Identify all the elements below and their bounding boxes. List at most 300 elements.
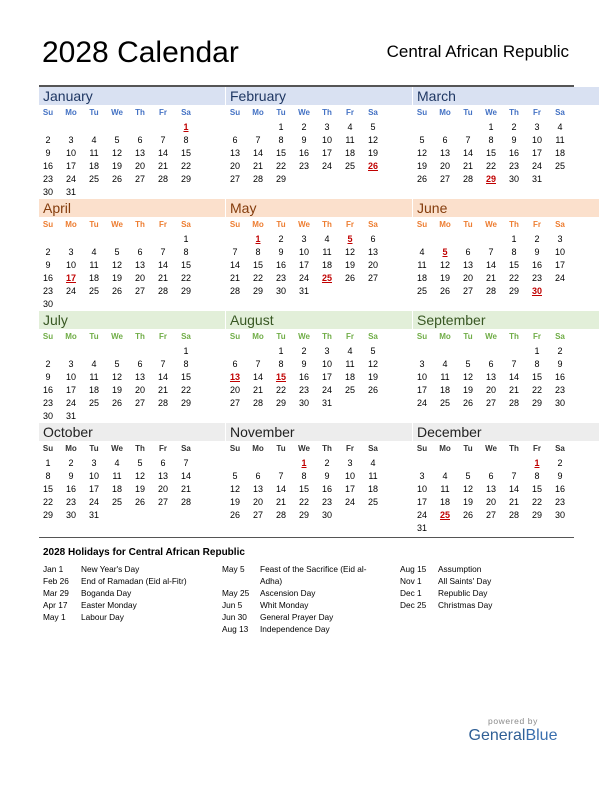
week-row xyxy=(226,160,412,173)
day-cell: 6 xyxy=(442,135,448,145)
weekday-label: We xyxy=(111,220,123,229)
day-cell: 11 xyxy=(89,372,99,382)
day-cell: 26 xyxy=(111,174,122,184)
day-cell: 27 xyxy=(462,286,473,296)
day-cell: 2 xyxy=(534,234,540,244)
day-cell: 8 xyxy=(183,359,189,369)
day-cell: 4 xyxy=(324,234,330,244)
day-cell: 10 xyxy=(65,372,76,382)
day-cell: 30 xyxy=(65,510,76,520)
weekday-label: Fr xyxy=(159,444,167,453)
day-cell: 29 xyxy=(180,286,191,296)
day-cell: 11 xyxy=(555,135,565,145)
day-cell: 15 xyxy=(252,260,263,270)
day-cell: 29 xyxy=(180,174,191,184)
day-cell: 15 xyxy=(531,484,542,494)
day-cell: 19 xyxy=(462,497,473,507)
day-cell: 22 xyxy=(42,497,53,507)
day-cell: 7 xyxy=(160,359,166,369)
day-cell: 11 xyxy=(112,471,122,481)
weekday-label: Fr xyxy=(159,108,167,117)
day-cell: 12 xyxy=(462,372,473,382)
day-cell: 1 xyxy=(278,346,284,356)
day-cell: 18 xyxy=(439,497,450,507)
week-row xyxy=(413,384,599,397)
weekday-label: Su xyxy=(416,444,428,453)
day-cell: 13 xyxy=(134,372,145,382)
day-cell: 25 xyxy=(439,398,450,408)
day-cell: 6 xyxy=(137,359,143,369)
day-cell: 10 xyxy=(65,260,76,270)
day-cell: 30 xyxy=(42,299,53,309)
day-cell: 26 xyxy=(111,398,122,408)
day-cell: 30 xyxy=(508,174,519,184)
weekday-label: Tu xyxy=(463,220,473,229)
day-cell: 15 xyxy=(485,148,496,158)
day-cell: 25 xyxy=(416,286,427,296)
weekday-label: Fr xyxy=(533,332,541,341)
day-cell: 6 xyxy=(370,234,376,244)
day-cell: 22 xyxy=(180,385,191,395)
day-cell: 8 xyxy=(278,359,284,369)
month-name: October xyxy=(39,423,225,441)
holiday-date: Jun 30 xyxy=(222,612,247,622)
week-row xyxy=(413,285,599,298)
week-row xyxy=(39,496,225,509)
day-cell: 17 xyxy=(65,161,76,171)
weekday-label: Su xyxy=(416,220,428,229)
day-cell: 31 xyxy=(65,187,76,197)
day-cell: 5 xyxy=(232,471,238,481)
day-cell: 19 xyxy=(134,484,145,494)
weekday-label: Sa xyxy=(555,220,565,229)
week-row xyxy=(413,358,599,371)
day-cell: 6 xyxy=(137,135,143,145)
week-row xyxy=(226,509,412,522)
day-cell: 1 xyxy=(488,122,494,132)
day-cell: 1 xyxy=(534,346,540,356)
day-cell: 14 xyxy=(180,471,191,481)
holiday-item xyxy=(400,575,570,587)
day-cell: 27 xyxy=(485,510,496,520)
day-cell: 11 xyxy=(440,484,450,494)
day-cell: 29 xyxy=(42,510,53,520)
day-cell: 19 xyxy=(439,273,450,283)
week-row xyxy=(226,285,412,298)
holiday-day: 25 xyxy=(321,273,332,283)
week-row xyxy=(39,259,225,272)
day-cell: 26 xyxy=(229,510,240,520)
weekday-label: Sa xyxy=(181,332,191,341)
holiday-day: 13 xyxy=(229,372,240,382)
month-july xyxy=(39,311,225,423)
month-april xyxy=(39,199,225,311)
holiday-column xyxy=(222,563,387,635)
day-cell: 12 xyxy=(229,484,240,494)
day-cell: 23 xyxy=(65,497,76,507)
day-cell: 18 xyxy=(111,484,122,494)
week-row xyxy=(39,483,225,496)
day-cell: 1 xyxy=(511,234,517,244)
weekday-label: Fr xyxy=(533,108,541,117)
week-row xyxy=(39,272,225,285)
day-cell: 17 xyxy=(531,148,542,158)
weekday-label: We xyxy=(298,332,310,341)
holiday-date: May 25 xyxy=(222,588,250,598)
day-cell: 20 xyxy=(134,273,145,283)
weekday-label: Tu xyxy=(276,444,286,453)
month-august xyxy=(226,311,412,410)
day-cell: 17 xyxy=(298,260,309,270)
day-cell: 15 xyxy=(275,148,286,158)
day-cell: 18 xyxy=(554,148,565,158)
day-cell: 29 xyxy=(275,398,286,408)
week-row xyxy=(39,246,225,259)
day-cell: 29 xyxy=(180,398,191,408)
day-cell: 7 xyxy=(232,247,238,257)
day-cell: 31 xyxy=(88,510,99,520)
day-cell: 20 xyxy=(229,161,240,171)
month-february xyxy=(226,87,412,186)
week-row xyxy=(413,246,599,259)
day-cell: 25 xyxy=(344,385,355,395)
weekday-header xyxy=(39,329,225,345)
day-cell: 5 xyxy=(370,122,376,132)
day-cell: 25 xyxy=(344,161,355,171)
day-cell: 21 xyxy=(252,385,263,395)
day-cell: 20 xyxy=(439,161,450,171)
brand-name: GeneralBlue xyxy=(468,727,558,744)
month-march xyxy=(413,87,599,186)
holiday-item xyxy=(400,587,570,599)
day-cell: 13 xyxy=(367,247,378,257)
day-cell: 22 xyxy=(275,385,286,395)
weekday-label: Sa xyxy=(368,332,378,341)
day-cell: 15 xyxy=(180,148,191,158)
calendar-grid xyxy=(39,85,574,538)
day-cell: 14 xyxy=(157,372,168,382)
day-cell: 31 xyxy=(321,398,332,408)
week-row xyxy=(413,160,599,173)
day-cell: 24 xyxy=(416,510,427,520)
day-cell: 8 xyxy=(534,471,540,481)
day-cell: 16 xyxy=(298,148,309,158)
day-cell: 4 xyxy=(442,471,448,481)
day-cell: 5 xyxy=(114,135,120,145)
weekday-label: We xyxy=(298,220,310,229)
weekday-label: Sa xyxy=(181,444,191,453)
day-cell: 6 xyxy=(232,359,238,369)
day-cell: 10 xyxy=(65,148,76,158)
day-cell: 1 xyxy=(183,346,189,356)
holiday-day: 29 xyxy=(485,174,496,184)
holiday-date: May 1 xyxy=(43,612,66,622)
weekday-label: Tu xyxy=(276,220,286,229)
day-cell: 20 xyxy=(157,484,168,494)
day-cell: 9 xyxy=(557,359,563,369)
day-cell: 4 xyxy=(347,122,353,132)
weekday-header xyxy=(226,217,412,233)
day-cell: 2 xyxy=(68,458,74,468)
month-september xyxy=(413,311,599,410)
weekday-label: Tu xyxy=(89,332,99,341)
day-cell: 30 xyxy=(554,510,565,520)
month-november xyxy=(226,423,412,522)
weekday-label: Fr xyxy=(533,220,541,229)
holiday-name: Boganda Day xyxy=(81,588,132,598)
month-january xyxy=(39,87,225,199)
day-cell: 3 xyxy=(91,458,97,468)
day-cell: 13 xyxy=(252,484,263,494)
month-name: December xyxy=(413,423,599,441)
week-row xyxy=(413,470,599,483)
week-row xyxy=(39,358,225,371)
day-cell: 13 xyxy=(229,148,240,158)
weekday-label: We xyxy=(485,332,497,341)
day-cell: 18 xyxy=(88,161,99,171)
day-cell: 8 xyxy=(45,471,51,481)
week-row xyxy=(413,496,599,509)
day-cell: 12 xyxy=(439,260,450,270)
holiday-item xyxy=(43,599,213,611)
weekday-header xyxy=(413,329,599,345)
weekday-label: Su xyxy=(42,220,54,229)
day-cell: 17 xyxy=(416,385,427,395)
day-cell: 24 xyxy=(65,398,76,408)
week-row xyxy=(39,121,225,134)
day-cell: 31 xyxy=(531,174,542,184)
day-cell: 19 xyxy=(462,385,473,395)
weekday-label: Sa xyxy=(368,444,378,453)
day-cell: 14 xyxy=(252,372,263,382)
day-cell: 4 xyxy=(91,359,97,369)
day-cell: 11 xyxy=(345,135,355,145)
day-cell: 23 xyxy=(42,286,53,296)
day-cell: 16 xyxy=(42,385,53,395)
month-name: June xyxy=(413,199,599,217)
weekday-label: Sa xyxy=(555,444,565,453)
weekday-label: We xyxy=(298,108,310,117)
day-cell: 3 xyxy=(534,122,540,132)
day-cell: 6 xyxy=(255,471,261,481)
day-cell: 12 xyxy=(344,247,355,257)
day-cell: 16 xyxy=(554,484,565,494)
day-cell: 5 xyxy=(114,359,120,369)
day-cell: 10 xyxy=(298,247,309,257)
weekday-label: Tu xyxy=(276,332,286,341)
week-row xyxy=(226,121,412,134)
month-name: March xyxy=(413,87,599,105)
weekday-label: Mo xyxy=(65,444,77,453)
day-cell: 3 xyxy=(419,471,425,481)
weekday-label: Su xyxy=(229,332,241,341)
holiday-column xyxy=(43,563,213,623)
week-row xyxy=(39,173,225,186)
day-cell: 17 xyxy=(321,372,332,382)
day-cell: 2 xyxy=(557,346,563,356)
day-cell: 8 xyxy=(534,359,540,369)
day-cell: 18 xyxy=(344,372,355,382)
day-cell: 27 xyxy=(367,273,378,283)
day-cell: 18 xyxy=(88,385,99,395)
day-cell: 26 xyxy=(134,497,145,507)
holiday-item xyxy=(400,599,570,611)
day-cell: 13 xyxy=(462,260,473,270)
day-cell: 15 xyxy=(180,260,191,270)
day-cell: 10 xyxy=(344,471,355,481)
day-cell: 11 xyxy=(368,471,378,481)
weekday-label: Su xyxy=(42,332,54,341)
weekday-label: Tu xyxy=(276,108,286,117)
weekday-label: Th xyxy=(135,444,145,453)
day-cell: 29 xyxy=(508,286,519,296)
day-cell: 3 xyxy=(347,458,353,468)
week-row xyxy=(413,397,599,410)
day-cell: 3 xyxy=(324,346,330,356)
weekday-label: Mo xyxy=(439,220,451,229)
week-row xyxy=(226,358,412,371)
week-row xyxy=(226,246,412,259)
weekday-label: Fr xyxy=(346,444,354,453)
holiday-item xyxy=(43,575,213,587)
day-cell: 25 xyxy=(88,174,99,184)
day-cell: 28 xyxy=(508,398,519,408)
weekday-label: Tu xyxy=(463,444,473,453)
day-cell: 9 xyxy=(68,471,74,481)
day-cell: 30 xyxy=(275,286,286,296)
weekday-label: Th xyxy=(509,108,519,117)
day-cell: 13 xyxy=(134,260,145,270)
day-cell: 31 xyxy=(416,523,427,533)
day-cell: 23 xyxy=(554,497,565,507)
weekday-label: We xyxy=(485,220,497,229)
day-cell: 12 xyxy=(367,359,378,369)
day-cell: 29 xyxy=(298,510,309,520)
day-cell: 16 xyxy=(42,273,53,283)
day-cell: 19 xyxy=(367,372,378,382)
day-cell: 25 xyxy=(88,286,99,296)
day-cell: 13 xyxy=(439,148,450,158)
day-cell: 2 xyxy=(278,234,284,244)
day-cell: 6 xyxy=(137,247,143,257)
holiday-column xyxy=(400,563,570,611)
day-cell: 11 xyxy=(322,247,332,257)
weekday-label: Mo xyxy=(65,332,77,341)
weekday-label: Th xyxy=(135,220,145,229)
day-cell: 12 xyxy=(134,471,145,481)
day-cell: 9 xyxy=(301,359,307,369)
weekday-label: Sa xyxy=(555,108,565,117)
day-cell: 14 xyxy=(508,372,519,382)
holiday-date: Dec 1 xyxy=(400,588,422,598)
day-cell: 15 xyxy=(531,372,542,382)
day-cell: 2 xyxy=(301,122,307,132)
day-cell: 27 xyxy=(157,497,168,507)
day-cell: 2 xyxy=(511,122,517,132)
week-row xyxy=(226,496,412,509)
weekday-label: Tu xyxy=(89,220,99,229)
day-cell: 2 xyxy=(45,359,51,369)
day-cell: 29 xyxy=(531,510,542,520)
day-cell: 21 xyxy=(252,161,263,171)
week-row xyxy=(39,397,225,410)
week-row xyxy=(413,272,599,285)
weekday-header xyxy=(413,441,599,457)
day-cell: 8 xyxy=(301,471,307,481)
weekday-header xyxy=(39,105,225,121)
country-name: Central African Republic xyxy=(386,42,569,61)
weekday-label: Fr xyxy=(346,108,354,117)
day-cell: 22 xyxy=(485,161,496,171)
holidays-title: 2028 Holidays for Central African Republic xyxy=(43,547,245,558)
holiday-day: 5 xyxy=(442,247,448,257)
day-cell: 30 xyxy=(321,510,332,520)
holiday-name: Christmas Day xyxy=(438,600,493,610)
holiday-item xyxy=(43,611,213,623)
week-row xyxy=(226,470,412,483)
weekday-label: Th xyxy=(322,444,332,453)
weekday-label: Mo xyxy=(252,220,264,229)
weekday-label: Fr xyxy=(159,332,167,341)
weekday-label: Tu xyxy=(89,108,99,117)
week-row xyxy=(39,186,225,199)
day-cell: 24 xyxy=(298,273,309,283)
day-cell: 31 xyxy=(65,411,76,421)
day-cell: 11 xyxy=(89,148,99,158)
holiday-item xyxy=(222,563,387,587)
week-row xyxy=(39,410,225,423)
day-cell: 3 xyxy=(301,234,307,244)
month-december xyxy=(413,423,599,535)
day-cell: 19 xyxy=(111,273,122,283)
week-row xyxy=(226,259,412,272)
day-cell: 21 xyxy=(508,497,519,507)
day-cell: 22 xyxy=(275,161,286,171)
day-cell: 9 xyxy=(324,471,330,481)
week-row xyxy=(39,509,225,522)
week-row xyxy=(39,298,225,311)
holiday-name: Republic Day xyxy=(438,588,488,598)
weekday-label: Th xyxy=(509,332,519,341)
day-cell: 26 xyxy=(111,286,122,296)
day-cell: 6 xyxy=(465,247,471,257)
week-row xyxy=(226,173,412,186)
day-cell: 20 xyxy=(134,385,145,395)
holiday-day: 17 xyxy=(65,273,76,283)
day-cell: 2 xyxy=(45,135,51,145)
day-cell: 11 xyxy=(440,372,450,382)
day-cell: 17 xyxy=(65,385,76,395)
day-cell: 8 xyxy=(183,247,189,257)
day-cell: 30 xyxy=(554,398,565,408)
holiday-day: 26 xyxy=(367,161,378,171)
weekday-label: We xyxy=(485,108,497,117)
weekday-label: Mo xyxy=(65,220,77,229)
day-cell: 10 xyxy=(321,135,332,145)
day-cell: 6 xyxy=(488,471,494,481)
day-cell: 4 xyxy=(370,458,376,468)
day-cell: 9 xyxy=(45,148,51,158)
weekday-label: Su xyxy=(229,220,241,229)
day-cell: 19 xyxy=(111,161,122,171)
day-cell: 28 xyxy=(485,286,496,296)
weekday-label: Sa xyxy=(555,332,565,341)
holiday-item xyxy=(43,587,213,599)
holiday-date: Nov 1 xyxy=(400,576,422,586)
day-cell: 20 xyxy=(134,161,145,171)
day-cell: 9 xyxy=(557,471,563,481)
day-cell: 31 xyxy=(298,286,309,296)
